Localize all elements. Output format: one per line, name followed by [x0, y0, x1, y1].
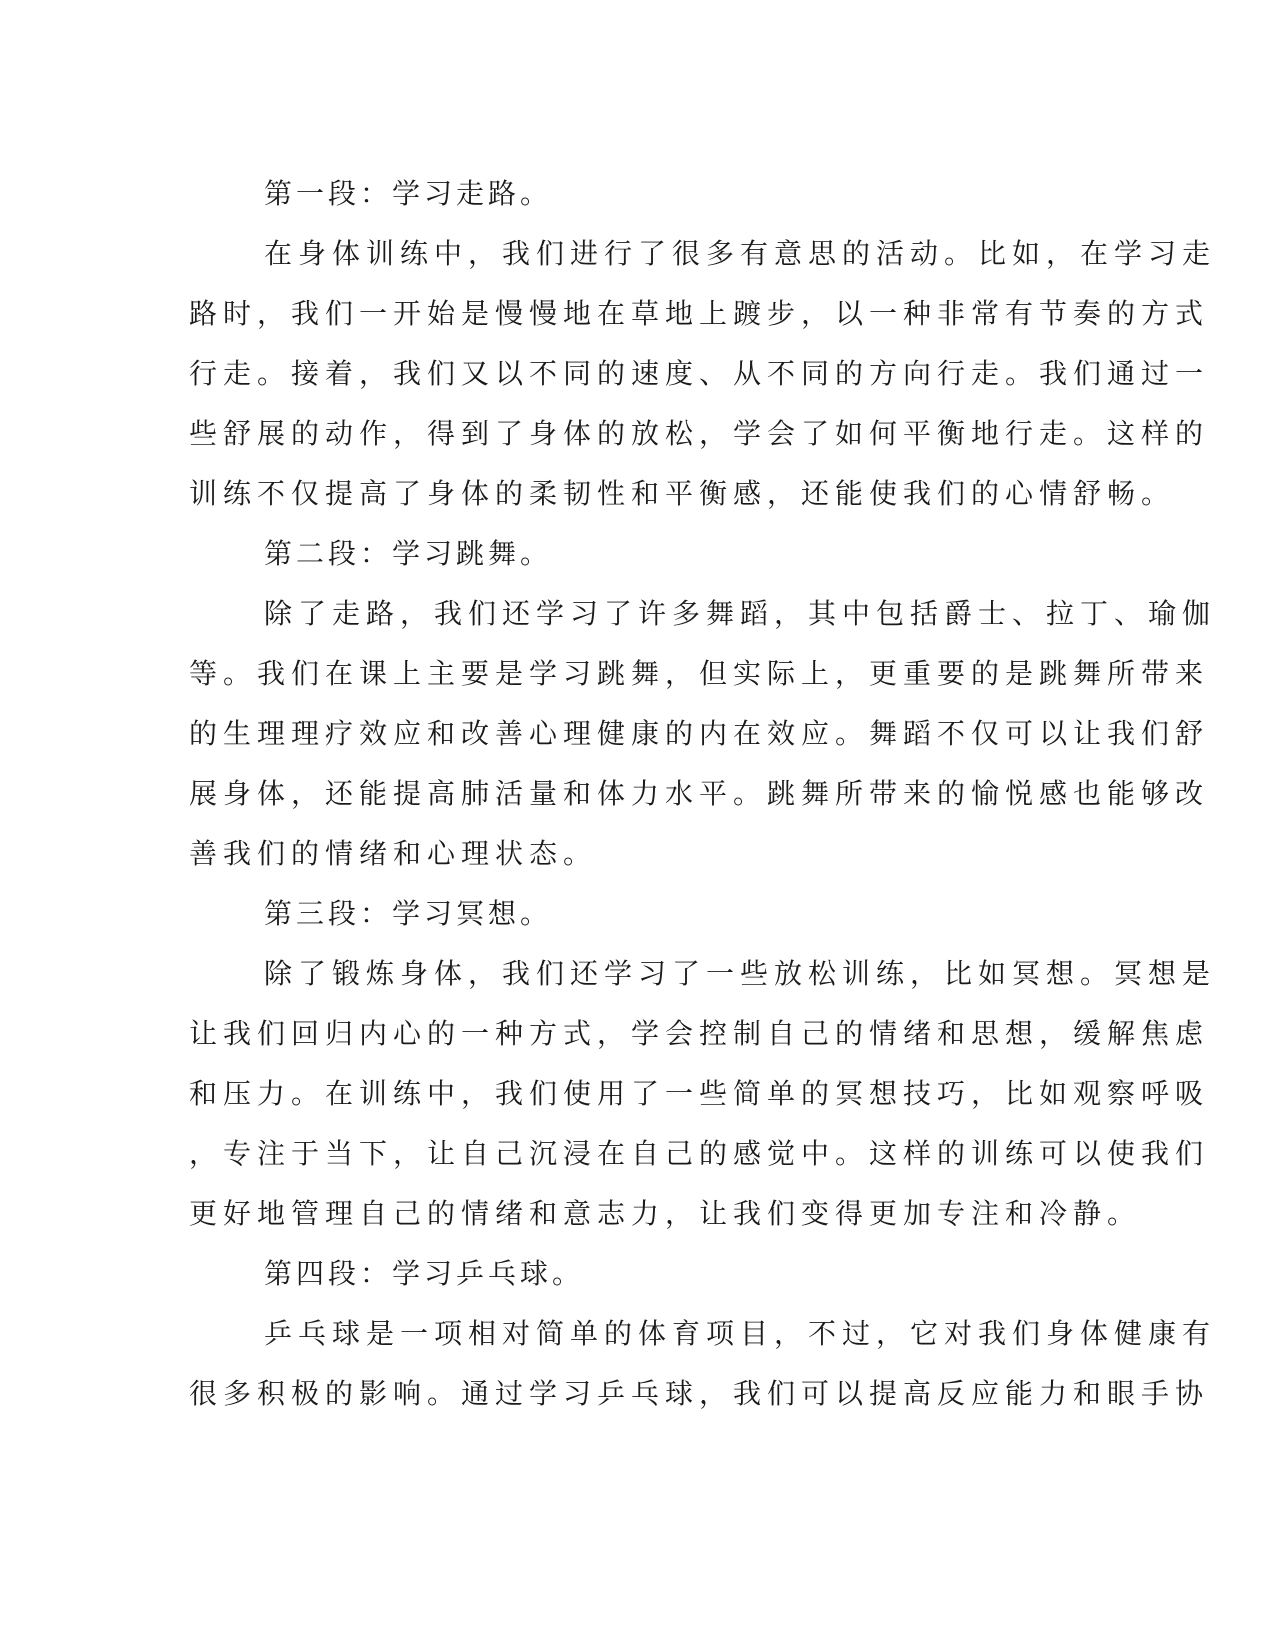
- text-line: 更好地管理自己的情绪和意志力，让我们变得更加专注和冷静。: [189, 1197, 1142, 1230]
- document-body: [189, 164, 1217, 1424]
- section-4-paragraph: [189, 1304, 1217, 1424]
- text-line: 等。我们在课上主要是学习跳舞，但实际上，更重要的是跳舞所带来: [189, 657, 1210, 690]
- text-line: 的生理理疗效应和改善心理健康的内在效应。舞蹈不仅可以让我们舒: [189, 717, 1210, 750]
- section-4-heading: 第四段：学习乒乓球。: [264, 1257, 585, 1290]
- text-line: 除了锻炼身体，我们还学习了一些放松训练，比如冥想。冥想是: [264, 957, 1217, 990]
- text-line: 善我们的情绪和心理状态。: [189, 837, 598, 870]
- text-line: 路时，我们一开始是慢慢地在草地上踱步，以一种非常有节奏的方式: [189, 297, 1210, 330]
- section-2-heading: 第二段：学习跳舞。: [264, 537, 553, 570]
- section-1-paragraph: [189, 224, 1217, 524]
- text-line: 让我们回归内心的一种方式，学会控制自己的情绪和思想，缓解焦虑: [189, 1017, 1210, 1050]
- text-line: 在身体训练中，我们进行了很多有意思的活动。比如，在学习走: [264, 237, 1217, 270]
- text-line: 展身体，还能提高肺活量和体力水平。跳舞所带来的愉悦感也能够改: [189, 777, 1210, 810]
- text-line: 很多积极的影响。通过学习乒乓球，我们可以提高反应能力和眼手协: [189, 1377, 1210, 1410]
- section-3-heading: 第三段：学习冥想。: [264, 897, 553, 930]
- section-2-paragraph: [189, 584, 1217, 884]
- text-line: 和压力。在训练中，我们使用了一些简单的冥想技巧，比如观察呼吸: [189, 1077, 1210, 1110]
- text-line: 除了走路，我们还学习了许多舞蹈，其中包括爵士、拉丁、瑜伽: [264, 597, 1217, 630]
- section-1-heading: 第一段：学习走路。: [264, 177, 553, 210]
- text-line: 乒乓球是一项相对简单的体育项目，不过，它对我们身体健康有: [264, 1317, 1217, 1350]
- text-line: 些舒展的动作，得到了身体的放松，学会了如何平衡地行走。这样的: [189, 417, 1210, 450]
- text-line: ，专注于当下，让自己沉浸在自己的感觉中。这样的训练可以使我们: [189, 1137, 1210, 1170]
- section-3-paragraph: [189, 944, 1217, 1244]
- text-line: 训练不仅提高了身体的柔韧性和平衡感，还能使我们的心情舒畅。: [189, 477, 1176, 510]
- text-line: 行走。接着，我们又以不同的速度、从不同的方向行走。我们通过一: [189, 357, 1210, 390]
